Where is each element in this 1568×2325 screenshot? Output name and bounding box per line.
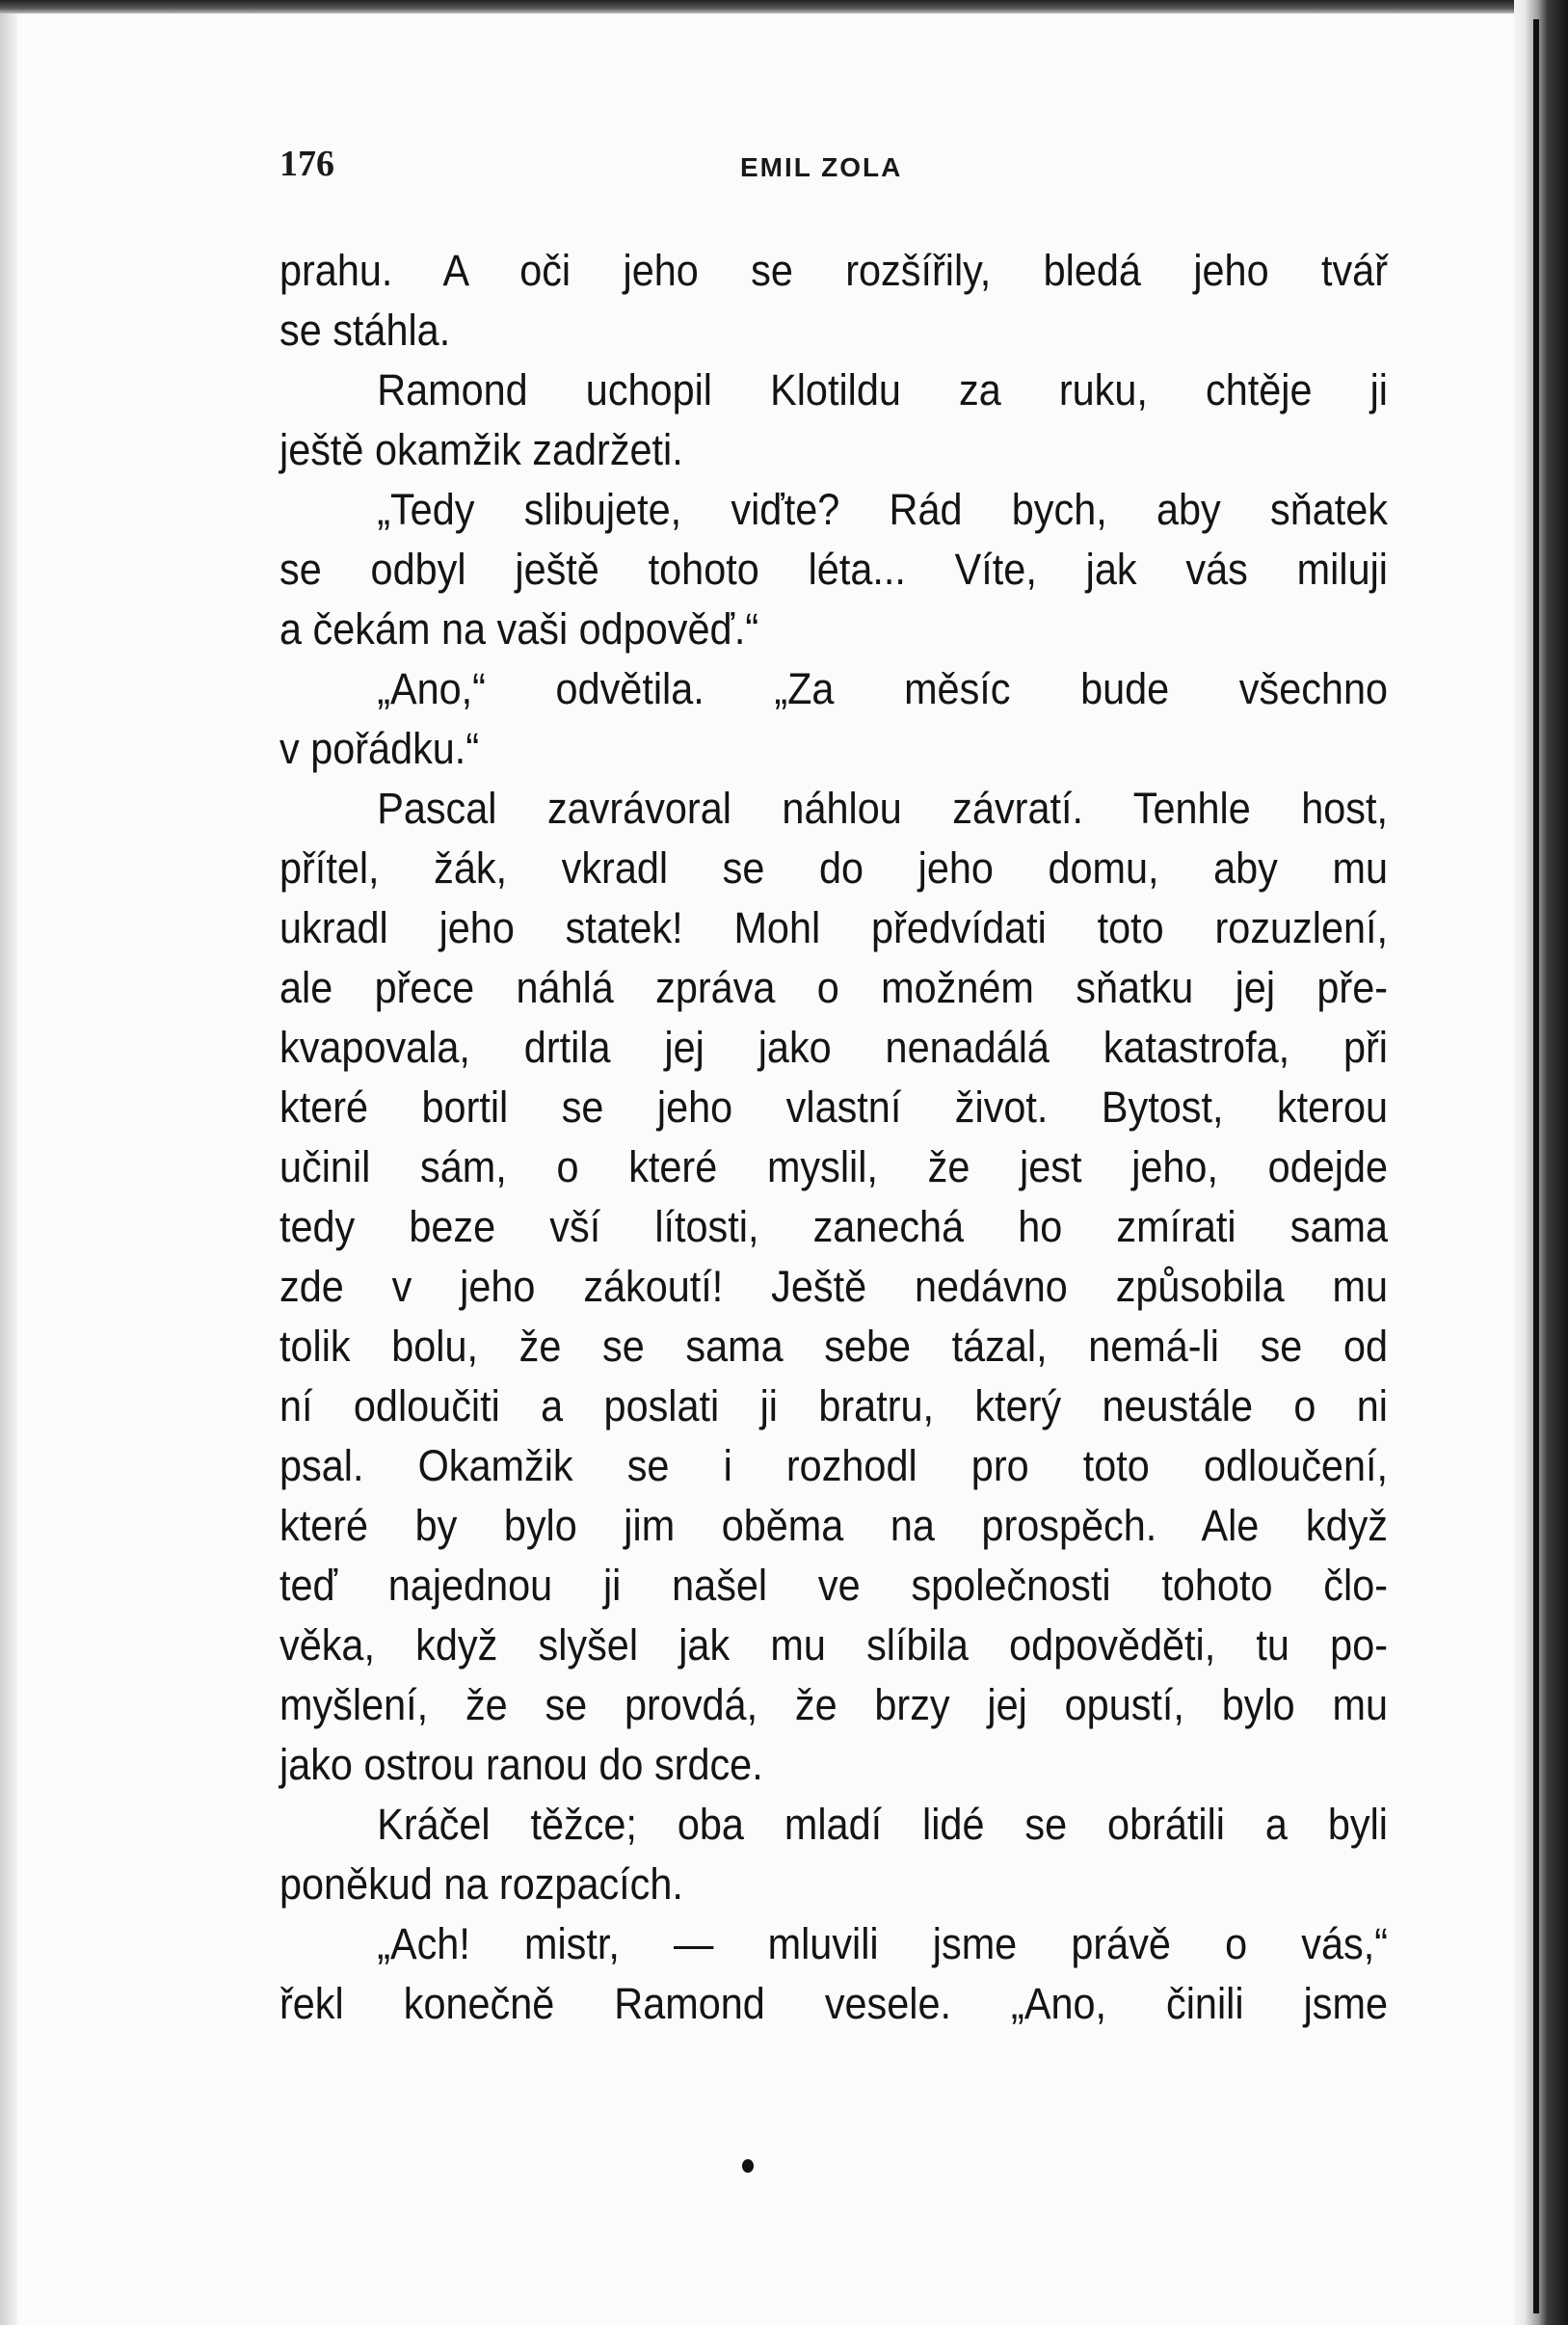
page-number: 176 <box>279 144 334 184</box>
scan-binding-line <box>1533 19 1539 2313</box>
running-head <box>279 143 1388 191</box>
text-line: psal. Okamžik se i rozhodl pro toto odloučení, <box>279 1441 1388 1490</box>
text-line: „Tedy slibujete, viďte? Rád bych, aby sňatek <box>377 485 1389 534</box>
text-line: řekl konečně Ramond vesele. „Ano, činili jsme <box>279 1979 1388 2028</box>
text-line: prahu. A oči jeho se rozšířily, bledá jeho tvář <box>279 246 1388 295</box>
scan-top-edge <box>0 0 1568 13</box>
text-line: které bortil se jeho vlastní život. Bytost, kterou <box>279 1082 1388 1132</box>
text-line: věka, když slyšel jak mu slíbila odpověděti, tu po- <box>279 1620 1388 1670</box>
text-line: poněkud na rozpacích. <box>279 1859 683 1909</box>
text-line: tolik bolu, že se sama sebe tázal, nemá-li se od <box>279 1322 1388 1371</box>
text-line: které by bylo jim oběma na prospěch. Ale když <box>279 1501 1388 1550</box>
text-line: ale přece náhlá zpráva o možném sňatku jej pře- <box>279 963 1388 1012</box>
text-line: se odbyl ještě tohoto léta... Víte, jak vás miluji <box>279 545 1388 594</box>
text-line: Pascal zavrávoral náhlou závratí. Tenhle host, <box>377 784 1389 833</box>
text-line: Ramond uchopil Klotildu za ruku, chtěje ji <box>377 365 1389 414</box>
ink-speck <box>742 2159 754 2173</box>
text-line: přítel, žák, vkradl se do jeho domu, aby mu <box>279 843 1388 893</box>
text-line: v pořádku.“ <box>279 724 480 773</box>
text-line: jako ostrou ranou do srdce. <box>279 1740 763 1789</box>
text-line: ještě okamžik zadržeti. <box>279 425 683 474</box>
header-author: EMIL ZOLA <box>740 152 903 182</box>
text-line: se stáhla. <box>279 306 451 355</box>
text-line: a čekám na vaši odpověď.“ <box>279 604 759 654</box>
scan-right-edge <box>1514 0 1568 2325</box>
text-line: teď najednou ji našel ve společnosti tohoto člo- <box>279 1561 1388 1610</box>
text-line: zde v jeho zákoutí! Ještě nedávno způsobila mu <box>279 1262 1388 1311</box>
text-line: Kráčel těžce; oba mladí lidé se obrátili a byli <box>377 1800 1389 1849</box>
text-line: tedy beze vší lítosti, zanechá ho zmírati sama <box>279 1202 1388 1251</box>
text-line: ukradl jeho statek! Mohl předvídati toto rozuzlení, <box>279 903 1388 952</box>
text-line: „Ach! mistr, — mluvili jsme právě o vás,“ <box>377 1919 1389 1968</box>
text-line: ní odloučiti a poslati ji bratru, který neustále o ni <box>279 1381 1388 1430</box>
text-line: učinil sám, o které myslil, že jest jeho, odejde <box>279 1142 1388 1191</box>
text-line: kvapovala, drtila jej jako nenadálá katastrofa, při <box>279 1023 1388 1072</box>
text-line: myšlení, že se provdá, že brzy jej opustí, bylo mu <box>279 1680 1388 1729</box>
text-line: „Ano,“ odvětila. „Za měsíc bude všechno <box>377 664 1389 713</box>
scan-left-edge <box>0 0 17 2325</box>
body-text <box>279 241 1389 2034</box>
